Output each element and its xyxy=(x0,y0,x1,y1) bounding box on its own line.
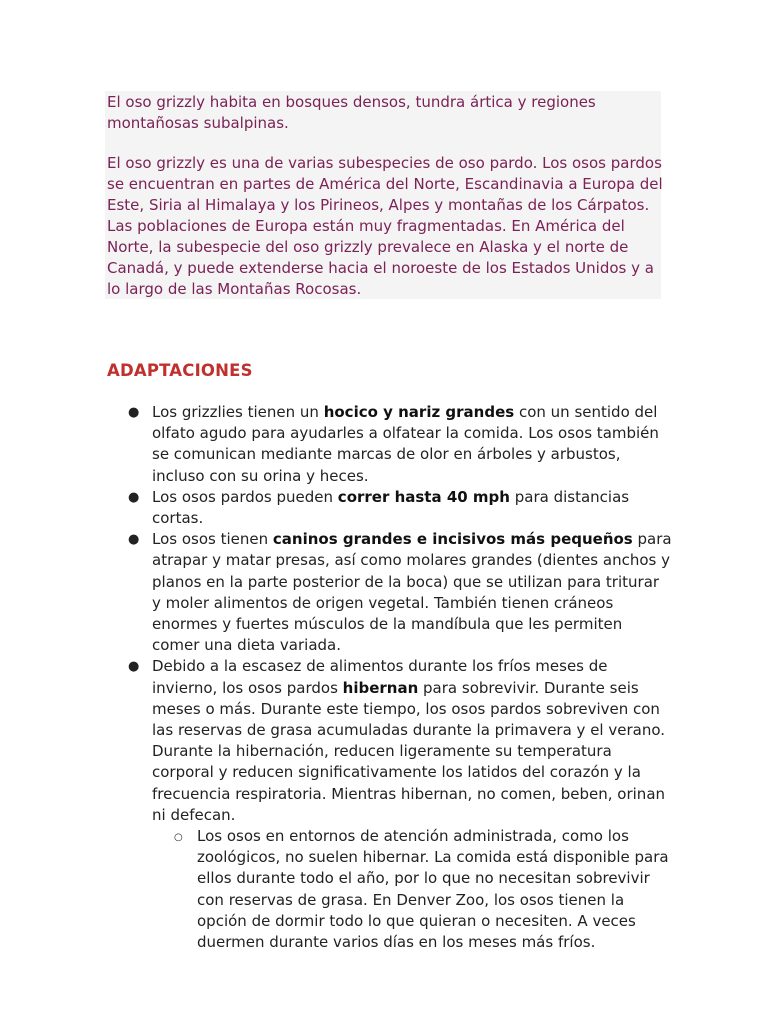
item-text-bold: correr hasta 40 mph xyxy=(337,487,510,506)
bullet-icon: ● xyxy=(128,405,140,420)
item-text-pre: Los grizzlies tienen un xyxy=(152,403,324,421)
sub-item-text: Los osos en entornos de atención administrada, como los zoológicos, no suelen hibernar. La comida está disponible para ellos durante todo el año, por lo que no necesitan sobrevivir con reservas de grasa. En Denver Zoo, los osos tienen la opción de dormir todo lo que quieran o necesiten. A veces duermen durante varios días en los meses más fríos. xyxy=(197,827,669,952)
sub-list-item xyxy=(174,826,672,953)
sub-list xyxy=(152,826,672,953)
list-item xyxy=(128,529,672,656)
item-text-post: para sobrevivir. Durante seis meses o más. Durante este tiempo, los osos pardos sobreviven con las reservas de grasa acumuladas durante la primavera y el verano. Durante la hibernación, reducen ligeramente su temperatura corporal y reducen significativamente los latidos del corazón y la frecuencia respiratoria. Mientras hibernan, no comen, beben, orinan ni defecan. xyxy=(152,678,666,824)
item-text-bold: hibernan xyxy=(342,678,419,697)
bullet-icon: ● xyxy=(128,659,140,675)
item-text-pre: Los osos pardos pueden xyxy=(152,487,338,506)
list-item xyxy=(128,487,672,529)
item-text-post: con un sentido del olfato agudo para ayudarles a olfatear la comida. Los osos también se comunican mediante marcas de olor en árboles y arbustos, incluso con su orina y heces. xyxy=(152,403,659,485)
list-item xyxy=(128,402,672,487)
item-text-bold: hocico y nariz grandes xyxy=(323,403,515,421)
item-text-pre: Debido a la escasez de alimentos durante los fríos meses de invierno, los osos pardos xyxy=(152,657,608,697)
item-text-pre: Los osos tienen xyxy=(152,530,273,549)
subspecies-paragraph: El oso grizzly es una de varias subespecies de oso pardo. Los osos pardos se encuentran en partes de América del Norte, Escandinavia a Europa del Este, Siria al Himalaya y los Pirineos, Alpes y montañas de los Cárpatos. Las poblaciones de Europa están muy fragmentadas. En América del Norte, la subespecie del oso grizzly prevalece en Alaska y el norte de Canadá, y puede extenderse hacia el noroeste de los Estados Unidos y a lo largo de las Montañas Rocosas. xyxy=(107,154,663,298)
item-text-post: para distancias cortas. xyxy=(152,487,630,528)
list-item xyxy=(128,656,672,953)
item-text-post: para atrapar y matar presas, así como molares grandes (dientes anchos y planos en la parte posterior de la boca) que se utilizan para triturar y moler alimentos de origen vegetal. También tienen cráneos enormes y fuertes músculos de la mandíbula que les permiten comer una dieta variada. xyxy=(152,530,672,655)
adaptations-list xyxy=(128,402,672,953)
item-text-bold: caninos grandes e incisivos más pequeños xyxy=(272,530,633,549)
section-heading: ADAPTACIONES xyxy=(107,361,253,380)
bullet-icon: ● xyxy=(128,532,140,548)
circle-bullet-icon: ○ xyxy=(174,832,183,844)
habitat-paragraph: El oso grizzly habita en bosques densos, tundra ártica y regiones montañosas subalpinas. xyxy=(107,93,596,132)
bullet-icon: ● xyxy=(128,489,140,505)
